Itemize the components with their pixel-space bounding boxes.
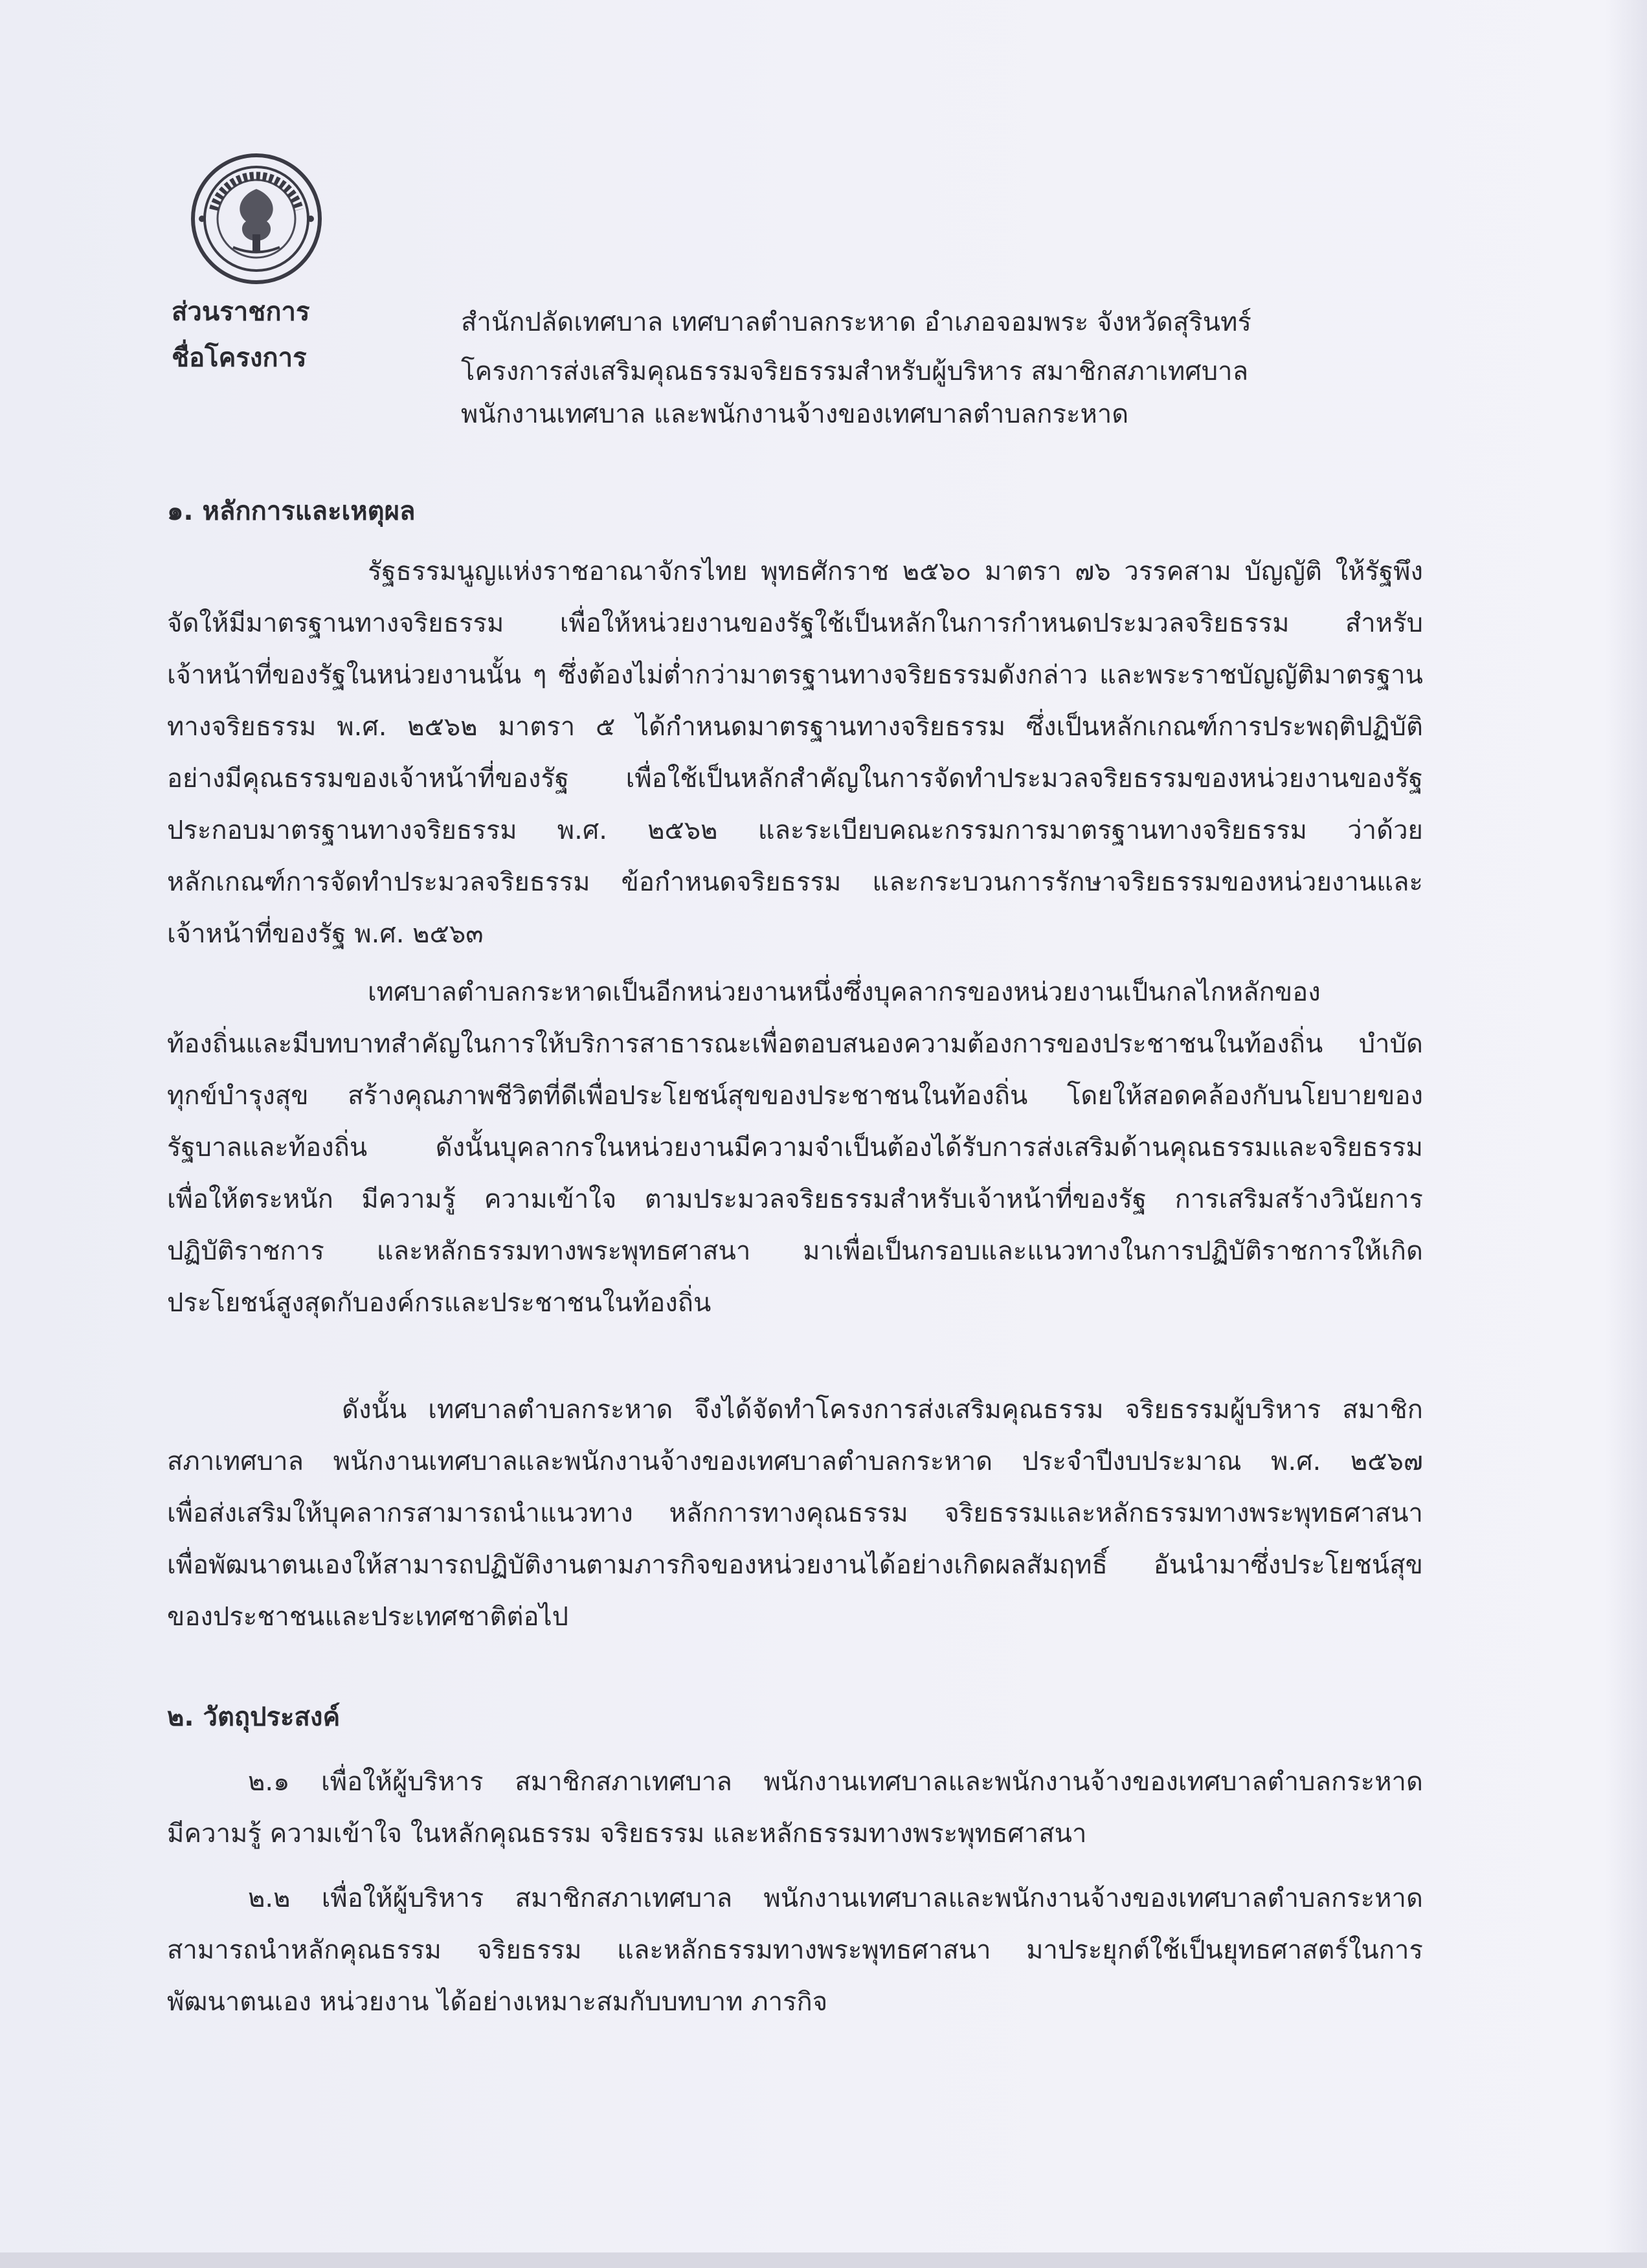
paragraph-line: รัฐบาลและท้องถิ่น ดังนั้นบุคลากรในหน่วยงานมีความจำเป็นต้องได้รับการส่งเสริมด้านคุณธรรมและจริยธรรม: [167, 1133, 1423, 1162]
paragraph-line: ท้องถิ่นและมีบทบาทสำคัญในการให้บริการสาธารณะเพื่อตอบสนองความต้องการของประชาชนในท้องถิ่น บำบัด: [167, 1029, 1423, 1059]
paragraph-line: ๒.๑ เพื่อให้ผู้บริหาร สมาชิกสภาเทศบาล พนักงานเทศบาลและพนักงานจ้างของเทศบาลตำบลกระหาด: [248, 1767, 1423, 1797]
paragraph-line: เจ้าหน้าที่ของรัฐ พ.ศ. ๒๕๖๓: [167, 919, 484, 949]
paragraph-line: ประโยชน์สูงสุดกับองค์กรและประชาชนในท้องถิ่น: [167, 1288, 711, 1318]
objective-2-1: [167, 1756, 1423, 1860]
agency-value: สำนักปลัดเทศบาล เทศบาลตำบลกระหาด อำเภอจอมพระ จังหวัดสุรินทร์: [461, 307, 1251, 337]
paragraph-line: ประกอบมาตรฐานทางจริยธรรม พ.ศ. ๒๕๖๒ และระเบียบคณะกรรมการมาตรฐานทางจริยธรรม ว่าด้วย: [167, 816, 1423, 845]
paragraph-line: ของประชาชนและประเทศชาติต่อไป: [167, 1602, 569, 1632]
section1-paragraph3: [167, 1384, 1423, 1643]
scan-bottom-edge: [0, 2252, 1647, 2268]
section1-paragraph1: [167, 546, 1423, 960]
paragraph-line: เทศบาลตำบลกระหาดเป็นอีกหน่วยงานหนึ่งซึ่งบุคลากรของหน่วยงานเป็นกลไกหลักของ: [368, 977, 1321, 1007]
paragraph-line: สามารถนำหลักคุณธรรม จริยธรรม และหลักธรรมทางพระพุทธศาสนา มาประยุกต์ใช้เป็นยุทธศาสตร์ในการ: [167, 1935, 1423, 1965]
section1-paragraph2: [167, 966, 1423, 1329]
paragraph-line: เพื่อพัฒนาตนเองให้สามารถปฏิบัติงานตามภารกิจของหน่วยงานได้อย่างเกิดผลสัมฤทธิ์ อันนำมาซึ่งประโยชน์สุข: [167, 1550, 1423, 1580]
agency-label: ส่วนราชการ: [172, 297, 310, 327]
project-label: ชื่อโครงการ: [172, 343, 307, 373]
paragraph-line: หลักเกณฑ์การจัดทำประมวลจริยธรรม ข้อกำหนดจริยธรรม และกระบวนการรักษาจริยธรรมของหน่วยงานและ: [167, 867, 1423, 897]
objective-2-2: [167, 1873, 1423, 2028]
paragraph-line: เพื่อส่งเสริมให้บุคลากรสามารถนำแนวทาง หลักการทางคุณธรรม จริยธรรมและหลักธรรมทางพระพุทธศาสนา: [167, 1498, 1423, 1528]
paragraph-line: เจ้าหน้าที่ของรัฐในหน่วยงานนั้น ๆ ซึ่งต้องไม่ต่ำกว่ามาตรฐานทางจริยธรรมดังกล่าว และพระราชบัญญัติมาตรฐาน: [167, 660, 1423, 690]
paragraph-line: ๒.๒ เพื่อให้ผู้บริหาร สมาชิกสภาเทศบาล พนักงานเทศบาลและพนักงานจ้างของเทศบาลตำบลกระหาด: [248, 1884, 1423, 1913]
section2-heading: ๒. วัตถุประสงค์: [167, 1702, 341, 1732]
page-edge-shadow: [1606, 0, 1647, 2268]
paragraph-line: เพื่อให้ตระหนัก มีความรู้ ความเข้าใจ ตามประมวลจริยธรรมสำหรับเจ้าหน้าที่ของรัฐ การเสริมสร้างวินัยการ: [167, 1184, 1423, 1214]
project-value-line1: โครงการส่งเสริมคุณธรรมจริยธรรมสำหรับผู้บริหาร สมาชิกสภาเทศบาล: [461, 357, 1249, 386]
section1-heading: ๑. หลักการและเหตุผล: [167, 496, 416, 526]
paragraph-line: ปฏิบัติราชการ และหลักธรรมทางพระพุทธศาสนา มาเพื่อเป็นกรอบและแนวทางในการปฏิบัติราชการให้เกิด: [167, 1236, 1423, 1266]
paragraph-line: ดังนั้น เทศบาลตำบลกระหาด จึงได้จัดทำโครงการส่งเสริมคุณธรรม จริยธรรมผู้บริหาร สมาชิก: [342, 1395, 1423, 1425]
paragraph-line: ทุกข์บำรุงสุข สร้างคุณภาพชีวิตที่ดีเพื่อประโยชน์สุขของประชาชนในท้องถิ่น โดยให้สอดคล้องกับนโยบายของ: [167, 1081, 1423, 1111]
paragraph-line: พัฒนาตนเอง หน่วยงาน ได้อย่างเหมาะสมกับบทบาท ภารกิจ: [167, 1987, 828, 2017]
paragraph-line: ทางจริยธรรม พ.ศ. ๒๕๖๒ มาตรา ๕ ได้กำหนดมาตรฐานทางจริยธรรม ซึ่งเป็นหลักเกณฑ์การประพฤติปฏิบัติ: [167, 712, 1423, 742]
paragraph-line: มีความรู้ ความเข้าใจ ในหลักคุณธรรม จริยธรรม และหลักธรรมทางพระพุทธศาสนา: [167, 1819, 1087, 1849]
paragraph-line: จัดให้มีมาตรฐานทางจริยธรรม เพื่อให้หน่วยงานของรัฐใช้เป็นหลักในการกำหนดประมวลจริยธรรม สำหรับ: [167, 608, 1423, 638]
paragraph-line: รัฐธรรมนูญแห่งราชอาณาจักรไทย พุทธศักราช ๒๕๖๐ มาตรา ๗๖ วรรคสาม บัญญัติ ให้รัฐพึง: [368, 557, 1423, 586]
project-value-line2: พนักงานเทศบาล และพนักงานจ้างของเทศบาลตำบลกระหาด: [461, 399, 1129, 429]
paragraph-line: สภาเทศบาล พนักงานเทศบาลและพนักงานจ้างของเทศบาลตำบลกระหาด ประจำปีงบประมาณ พ.ศ. ๒๕๖๗: [167, 1447, 1423, 1476]
municipality-seal-icon: [188, 150, 325, 287]
paragraph-line: อย่างมีคุณธรรมของเจ้าหน้าที่ของรัฐ เพื่อใช้เป็นหลักสำคัญในการจัดทำประมวลจริยธรรมของหน่วยงานของรัฐ: [167, 764, 1423, 794]
